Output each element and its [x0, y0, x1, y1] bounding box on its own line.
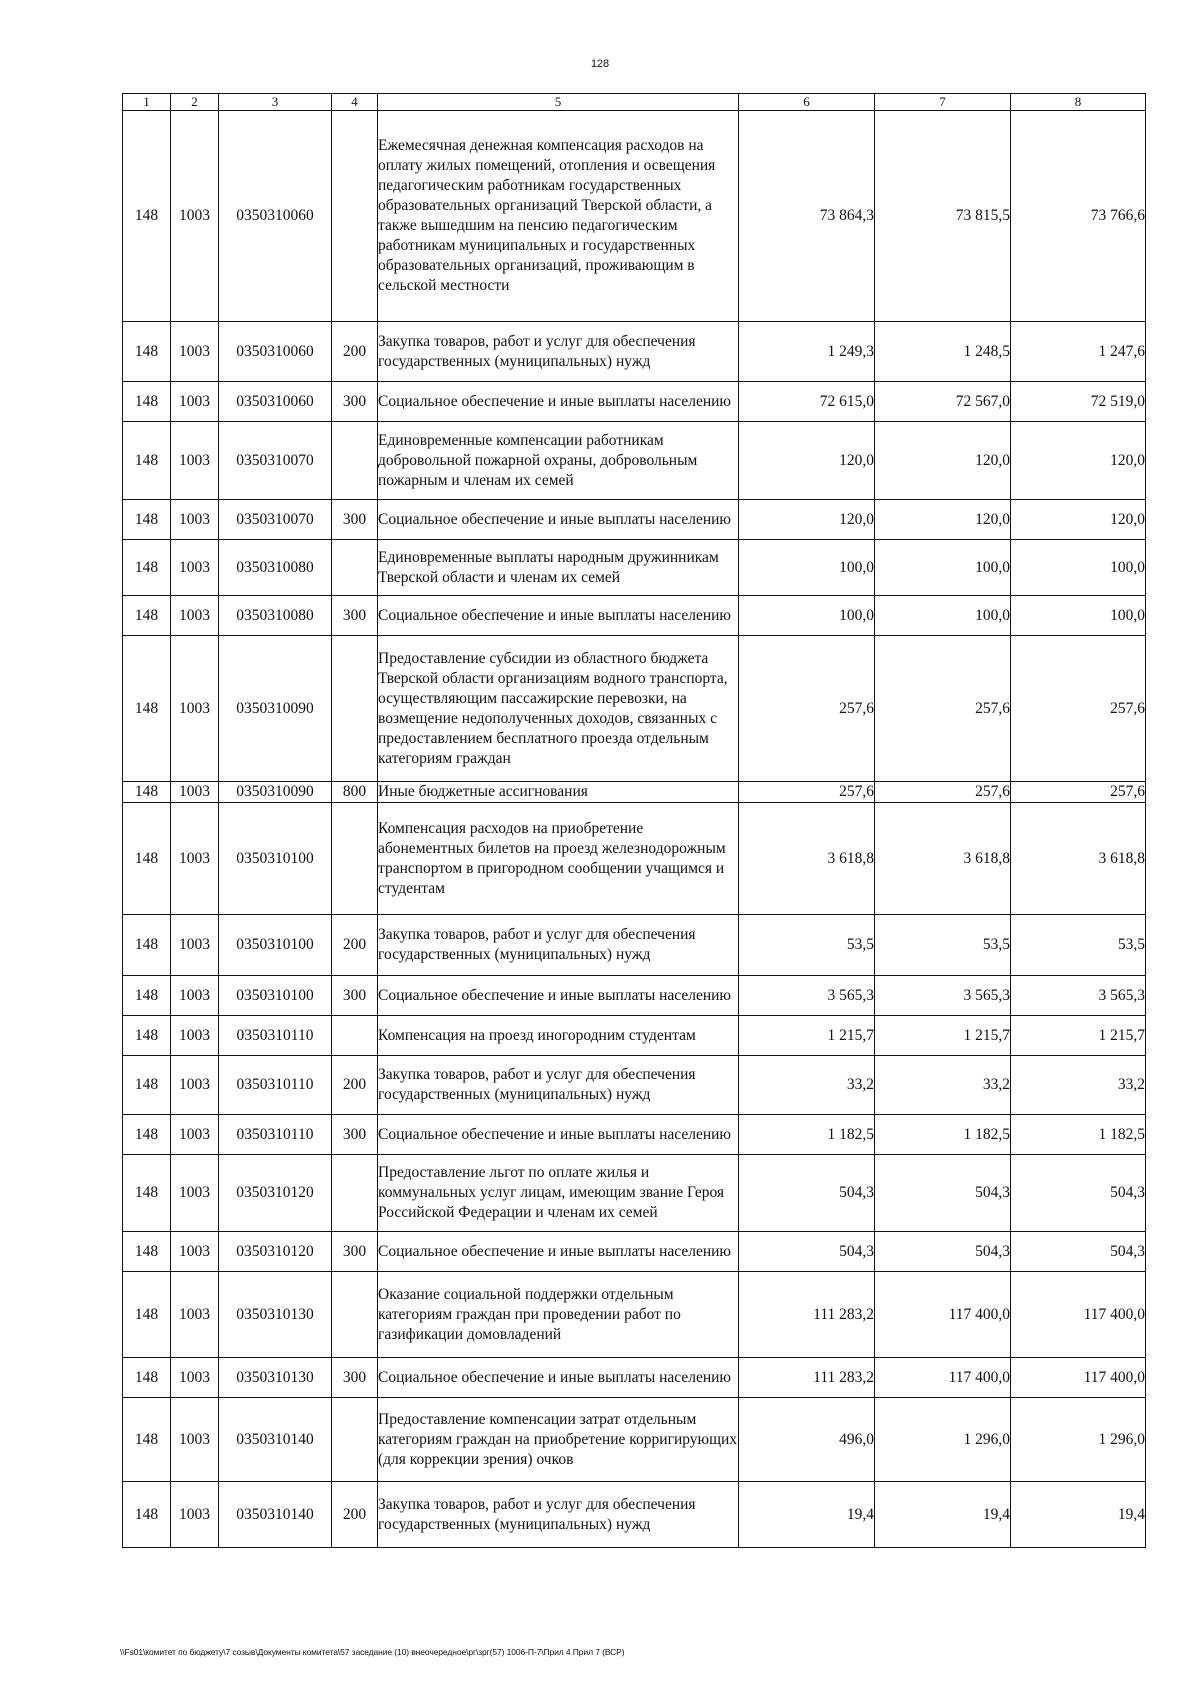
chapter-code: 148 — [123, 803, 171, 915]
chapter-code: 148 — [123, 422, 171, 500]
section-code: 1003 — [171, 976, 219, 1016]
amount-col7: 120,0 — [875, 422, 1011, 500]
table-row — [123, 915, 1146, 976]
amount-col7: 100,0 — [875, 540, 1011, 596]
amount-col8: 3 618,8 — [1011, 803, 1146, 915]
amount-col7: 504,3 — [875, 1232, 1011, 1272]
row-description: Закупка товаров, работ и услуг для обеспечения государственных (муниципальных) нужд — [378, 1482, 739, 1548]
amount-col8: 257,6 — [1011, 636, 1146, 782]
table-row — [123, 1155, 1146, 1232]
column-header: 1 — [123, 94, 171, 111]
amount-col8: 1 247,6 — [1011, 322, 1146, 382]
amount-col8: 3 565,3 — [1011, 976, 1146, 1016]
target-code: 0350310140 — [219, 1482, 332, 1548]
target-code: 0350310110 — [219, 1056, 332, 1115]
row-description: Предоставление субсидии из областного бюджета Тверской области организациям водного транспорта, осуществляющим пассажирские перевозки, на возмещение недополученных доходов, связанных с предоставлением бесплатного проезда отдельным категориям граждан — [378, 636, 739, 782]
target-code: 0350310110 — [219, 1016, 332, 1056]
section-code: 1003 — [171, 596, 219, 636]
chapter-code: 148 — [123, 1232, 171, 1272]
target-code: 0350310090 — [219, 636, 332, 782]
row-description: Компенсация расходов на приобретение абонементных билетов на проезд железнодорожным транспортом в пригородном сообщении учащимся и студентам — [378, 803, 739, 915]
amount-col6: 1 215,7 — [739, 1016, 875, 1056]
amount-col6: 3 618,8 — [739, 803, 875, 915]
target-code: 0350310110 — [219, 1115, 332, 1155]
amount-col8: 504,3 — [1011, 1155, 1146, 1232]
section-code: 1003 — [171, 1155, 219, 1232]
expense-type-code: 300 — [332, 596, 378, 636]
target-code: 0350310130 — [219, 1358, 332, 1398]
target-code: 0350310120 — [219, 1155, 332, 1232]
table-row — [123, 111, 1146, 322]
target-code: 0350310070 — [219, 500, 332, 540]
amount-col6: 73 864,3 — [739, 111, 875, 322]
section-code: 1003 — [171, 422, 219, 500]
row-description: Иные бюджетные ассигнования — [378, 782, 739, 803]
header-row — [123, 94, 1146, 111]
section-code: 1003 — [171, 1482, 219, 1548]
chapter-code: 148 — [123, 1056, 171, 1115]
table-row — [123, 500, 1146, 540]
section-code: 1003 — [171, 782, 219, 803]
section-code: 1003 — [171, 1056, 219, 1115]
expense-type-code: 200 — [332, 322, 378, 382]
section-code: 1003 — [171, 803, 219, 915]
amount-col8: 1 215,7 — [1011, 1016, 1146, 1056]
amount-col8: 257,6 — [1011, 782, 1146, 803]
section-code: 1003 — [171, 382, 219, 422]
amount-col6: 3 565,3 — [739, 976, 875, 1016]
expense-type-code: 300 — [332, 1358, 378, 1398]
expense-type-code: 300 — [332, 976, 378, 1016]
amount-col7: 120,0 — [875, 500, 1011, 540]
table-row — [123, 596, 1146, 636]
section-code: 1003 — [171, 1115, 219, 1155]
table-row — [123, 782, 1146, 803]
amount-col6: 19,4 — [739, 1482, 875, 1548]
column-header: 6 — [739, 94, 875, 111]
amount-col6: 111 283,2 — [739, 1358, 875, 1398]
table-row — [123, 803, 1146, 915]
row-description: Оказание социальной поддержки отдельным категориям граждан при проведении работ по газификации домовладений — [378, 1272, 739, 1358]
amount-col6: 496,0 — [739, 1398, 875, 1482]
row-description: Предоставление льгот по оплате жилья и коммунальных услуг лицам, имеющим звание Героя Российской Федерации и членам их семей — [378, 1155, 739, 1232]
target-code: 0350310090 — [219, 782, 332, 803]
target-code: 0350310140 — [219, 1398, 332, 1482]
table-row — [123, 1482, 1146, 1548]
expense-type-code: 300 — [332, 500, 378, 540]
amount-col8: 1 182,5 — [1011, 1115, 1146, 1155]
table-row — [123, 1115, 1146, 1155]
amount-col7: 117 400,0 — [875, 1358, 1011, 1398]
column-header: 7 — [875, 94, 1011, 111]
table-row — [123, 976, 1146, 1016]
target-code: 0350310060 — [219, 382, 332, 422]
page-number: 128 — [590, 58, 610, 70]
row-description: Социальное обеспечение и иные выплаты населению — [378, 976, 739, 1016]
chapter-code: 148 — [123, 540, 171, 596]
target-code: 0350310070 — [219, 422, 332, 500]
expense-type-code: 200 — [332, 1056, 378, 1115]
row-description: Социальное обеспечение и иные выплаты населению — [378, 1358, 739, 1398]
amount-col8: 120,0 — [1011, 500, 1146, 540]
chapter-code: 148 — [123, 782, 171, 803]
row-description: Единовременные выплаты народным дружинникам Тверской области и членам их семей — [378, 540, 739, 596]
expense-type-code — [332, 1398, 378, 1482]
amount-col8: 504,3 — [1011, 1232, 1146, 1272]
table-row — [123, 636, 1146, 782]
chapter-code: 148 — [123, 1398, 171, 1482]
section-code: 1003 — [171, 111, 219, 322]
amount-col6: 72 615,0 — [739, 382, 875, 422]
expense-type-code — [332, 111, 378, 322]
chapter-code: 148 — [123, 915, 171, 976]
amount-col7: 3 565,3 — [875, 976, 1011, 1016]
column-header: 5 — [378, 94, 739, 111]
amount-col8: 72 519,0 — [1011, 382, 1146, 422]
amount-col6: 111 283,2 — [739, 1272, 875, 1358]
row-description: Единовременные компенсации работникам добровольной пожарной охраны, добровольным пожарным и членам их семей — [378, 422, 739, 500]
row-description: Компенсация на проезд иногородним студентам — [378, 1016, 739, 1056]
amount-col7: 53,5 — [875, 915, 1011, 976]
amount-col6: 33,2 — [739, 1056, 875, 1115]
section-code: 1003 — [171, 1398, 219, 1482]
amount-col8: 117 400,0 — [1011, 1272, 1146, 1358]
expense-type-code — [332, 636, 378, 782]
section-code: 1003 — [171, 322, 219, 382]
column-header: 2 — [171, 94, 219, 111]
amount-col8: 1 296,0 — [1011, 1398, 1146, 1482]
target-code: 0350310060 — [219, 111, 332, 322]
target-code: 0350310100 — [219, 803, 332, 915]
table-row — [123, 1232, 1146, 1272]
table-row — [123, 1272, 1146, 1358]
table-row — [123, 1016, 1146, 1056]
chapter-code: 148 — [123, 976, 171, 1016]
amount-col8: 100,0 — [1011, 596, 1146, 636]
row-description: Социальное обеспечение и иные выплаты населению — [378, 596, 739, 636]
amount-col6: 1 182,5 — [739, 1115, 875, 1155]
row-description: Закупка товаров, работ и услуг для обеспечения государственных (муниципальных) нужд — [378, 1056, 739, 1115]
amount-col8: 19,4 — [1011, 1482, 1146, 1548]
amount-col7: 257,6 — [875, 636, 1011, 782]
table-row — [123, 540, 1146, 596]
expense-type-code: 300 — [332, 1232, 378, 1272]
amount-col7: 19,4 — [875, 1482, 1011, 1548]
chapter-code: 148 — [123, 1016, 171, 1056]
amount-col7: 504,3 — [875, 1155, 1011, 1232]
row-description: Социальное обеспечение и иные выплаты населению — [378, 1115, 739, 1155]
amount-col7: 257,6 — [875, 782, 1011, 803]
expense-type-code: 200 — [332, 915, 378, 976]
table-row — [123, 422, 1146, 500]
target-code: 0350310130 — [219, 1272, 332, 1358]
table-row — [123, 1398, 1146, 1482]
target-code: 0350310080 — [219, 540, 332, 596]
expense-type-code — [332, 422, 378, 500]
expense-type-code: 300 — [332, 382, 378, 422]
section-code: 1003 — [171, 1358, 219, 1398]
amount-col7: 117 400,0 — [875, 1272, 1011, 1358]
target-code: 0350310080 — [219, 596, 332, 636]
amount-col8: 100,0 — [1011, 540, 1146, 596]
amount-col6: 257,6 — [739, 782, 875, 803]
chapter-code: 148 — [123, 1155, 171, 1232]
amount-col7: 1 296,0 — [875, 1398, 1011, 1482]
expense-type-code — [332, 1272, 378, 1358]
amount-col7: 72 567,0 — [875, 382, 1011, 422]
row-description: Ежемесячная денежная компенсация расходов на оплату жилых помещений, отопления и освещения педагогическим работникам государственных образовательных организаций Тверской области, а также вышедшим на пенсию педагогическим работникам муниципальных и государственных образовательных организаций, проживающим в сельской местности — [378, 111, 739, 322]
expense-type-code — [332, 1016, 378, 1056]
row-description: Социальное обеспечение и иные выплаты населению — [378, 500, 739, 540]
chapter-code: 148 — [123, 322, 171, 382]
amount-col7: 1 182,5 — [875, 1115, 1011, 1155]
chapter-code: 148 — [123, 1115, 171, 1155]
row-description: Закупка товаров, работ и услуг для обеспечения государственных (муниципальных) нужд — [378, 322, 739, 382]
chapter-code: 148 — [123, 636, 171, 782]
expense-type-code: 800 — [332, 782, 378, 803]
section-code: 1003 — [171, 540, 219, 596]
chapter-code: 148 — [123, 382, 171, 422]
section-code: 1003 — [171, 1272, 219, 1358]
column-header: 3 — [219, 94, 332, 111]
amount-col6: 53,5 — [739, 915, 875, 976]
expense-type-code — [332, 540, 378, 596]
table-row — [123, 322, 1146, 382]
target-code: 0350310100 — [219, 915, 332, 976]
table-row — [123, 1358, 1146, 1398]
expense-type-code — [332, 1155, 378, 1232]
amount-col6: 504,3 — [739, 1155, 875, 1232]
amount-col8: 33,2 — [1011, 1056, 1146, 1115]
table-row — [123, 1056, 1146, 1115]
row-description: Социальное обеспечение и иные выплаты населению — [378, 1232, 739, 1272]
amount-col8: 117 400,0 — [1011, 1358, 1146, 1398]
chapter-code: 148 — [123, 1272, 171, 1358]
amount-col8: 73 766,6 — [1011, 111, 1146, 322]
file-path-footer: \\Fs01\комитет по бюджету\7 созыв\Документы комитета\57 заседание (10) внеочередное\рг\зрг(57) 1006-П-7\Прил 4 Прил 7 (ВСР) — [120, 1647, 625, 1657]
amount-col8: 53,5 — [1011, 915, 1146, 976]
section-code: 1003 — [171, 500, 219, 540]
chapter-code: 148 — [123, 1482, 171, 1548]
target-code: 0350310060 — [219, 322, 332, 382]
amount-col6: 120,0 — [739, 500, 875, 540]
section-code: 1003 — [171, 636, 219, 782]
amount-col7: 1 215,7 — [875, 1016, 1011, 1056]
row-description: Социальное обеспечение и иные выплаты населению — [378, 382, 739, 422]
amount-col6: 120,0 — [739, 422, 875, 500]
chapter-code: 148 — [123, 500, 171, 540]
expense-type-code — [332, 803, 378, 915]
expense-type-code: 200 — [332, 1482, 378, 1548]
target-code: 0350310100 — [219, 976, 332, 1016]
chapter-code: 148 — [123, 111, 171, 322]
column-header: 8 — [1011, 94, 1146, 111]
amount-col6: 100,0 — [739, 540, 875, 596]
section-code: 1003 — [171, 915, 219, 976]
amount-col8: 120,0 — [1011, 422, 1146, 500]
budget-table — [122, 93, 1146, 1548]
amount-col7: 3 618,8 — [875, 803, 1011, 915]
column-header: 4 — [332, 94, 378, 111]
amount-col7: 100,0 — [875, 596, 1011, 636]
target-code: 0350310120 — [219, 1232, 332, 1272]
chapter-code: 148 — [123, 1358, 171, 1398]
table-row — [123, 382, 1146, 422]
amount-col6: 257,6 — [739, 636, 875, 782]
amount-col7: 1 248,5 — [875, 322, 1011, 382]
section-code: 1003 — [171, 1232, 219, 1272]
amount-col6: 100,0 — [739, 596, 875, 636]
section-code: 1003 — [171, 1016, 219, 1056]
amount-col7: 73 815,5 — [875, 111, 1011, 322]
amount-col6: 1 249,3 — [739, 322, 875, 382]
row-description: Предоставление компенсации затрат отдельным категориям граждан на приобретение корригирующих (для коррекции зрения) очков — [378, 1398, 739, 1482]
row-description: Закупка товаров, работ и услуг для обеспечения государственных (муниципальных) нужд — [378, 915, 739, 976]
chapter-code: 148 — [123, 596, 171, 636]
amount-col7: 33,2 — [875, 1056, 1011, 1115]
expense-type-code: 300 — [332, 1115, 378, 1155]
amount-col6: 504,3 — [739, 1232, 875, 1272]
